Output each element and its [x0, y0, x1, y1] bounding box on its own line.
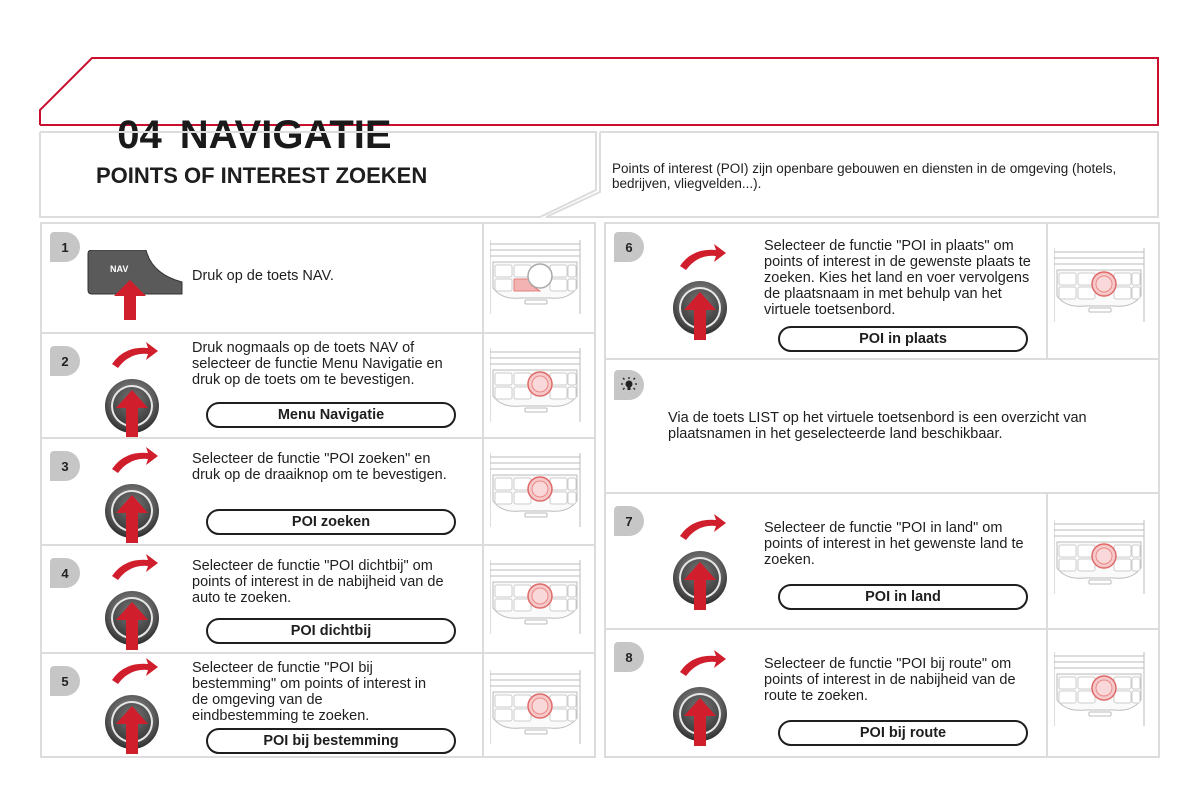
step-number-badge: 2	[50, 346, 80, 376]
step-row-7	[606, 492, 1158, 628]
step-number-badge: 6	[614, 232, 644, 262]
rotary-knob-press-icon	[102, 447, 162, 545]
chapter-number: 04	[117, 113, 162, 157]
function-poi-zoeken-button[interactable]: POI zoeken	[206, 509, 456, 535]
step-row-5	[42, 652, 594, 758]
console-knob-highlight-icon	[490, 560, 582, 636]
function-menu-navigatie-button[interactable]: Menu Navigatie	[206, 402, 456, 428]
console-knob-highlight-icon	[1054, 652, 1146, 728]
console-knob-highlight-icon	[1054, 520, 1146, 596]
step-row-2	[42, 332, 594, 437]
console-knob-highlight-icon	[1054, 248, 1146, 324]
console-knob-highlight-icon	[490, 670, 582, 746]
console-column	[1046, 494, 1048, 628]
step-row-8	[606, 628, 1158, 758]
rotary-knob-press-icon	[670, 650, 730, 748]
step-row-4	[42, 544, 594, 652]
function-poi-bij-bestemming-button[interactable]: POI bij bestemming	[206, 728, 456, 754]
function-poi-in-plaats-button[interactable]: POI in plaats	[778, 326, 1028, 352]
step-number-badge: 8	[614, 642, 644, 672]
lightbulb-icon	[614, 370, 644, 400]
tip-row	[606, 358, 1158, 492]
rotary-knob-press-icon	[670, 244, 730, 342]
section-header-frame	[0, 0, 1200, 230]
function-poi-bij-route-button[interactable]: POI bij route	[778, 720, 1028, 746]
step-number-badge: 3	[50, 451, 80, 481]
rotary-knob-press-icon	[102, 658, 162, 756]
step-text: Selecteer de functie "POI dichtbij" om points of interest in de nabijheid van de auto te zoeken.	[192, 558, 444, 606]
function-poi-in-land-button[interactable]: POI in land	[778, 584, 1028, 610]
chapter-name: NAVIGATIE	[179, 113, 392, 157]
rotary-knob-press-icon	[102, 342, 162, 440]
steps-panel-left	[40, 222, 596, 758]
step-number-badge: 5	[50, 666, 80, 696]
nav-button-press-icon	[86, 250, 186, 322]
console-column	[1046, 224, 1048, 358]
console-nav-highlight-icon	[490, 240, 582, 316]
step-row-6	[606, 224, 1158, 358]
step-text: Selecteer de functie "POI bij route" om points of interest in de nabijheid van de route te zoeken.	[764, 656, 1016, 704]
section-title: POINTS OF INTEREST ZOEKEN	[96, 163, 428, 188]
function-poi-dichtbij-button[interactable]: POI dichtbij	[206, 618, 456, 644]
step-number-badge: 1	[50, 232, 80, 262]
step-number-badge: 7	[614, 506, 644, 536]
step-text: Selecteer de functie "POI in land" om points of interest in het gewenste land te zoeken.	[764, 520, 1024, 568]
step-text: Druk op de toets NAV.	[192, 268, 334, 284]
console-column	[1046, 630, 1048, 758]
svg-text:NAV: NAV	[110, 264, 129, 274]
rotary-knob-press-icon	[670, 514, 730, 612]
step-text: Selecteer de functie "POI in plaats" om points of interest in de gewenste plaats te zoeken. Kies het land en voer vervolgens de plaatsnaam in met behulp van het virtuele toetsenbord.	[764, 238, 1031, 318]
rotary-knob-press-icon	[102, 554, 162, 652]
console-knob-highlight-icon	[490, 453, 582, 529]
step-text: Selecteer de functie "POI zoeken" en druk op de draaiknop om te bevestigen.	[192, 451, 447, 483]
intro-text: Points of interest (POI) zijn openbare gebouwen en diensten in de omgeving (hotels, bedrijven, vliegvelden...).	[612, 161, 1117, 191]
step-row-3	[42, 437, 594, 544]
step-row-1	[42, 224, 594, 332]
step-number-badge: 4	[50, 558, 80, 588]
console-knob-highlight-icon	[490, 348, 582, 424]
tip-text: Via de toets LIST op het virtuele toetsenbord is een overzicht van plaatsnamen in het geselecteerde land beschikbaar.	[668, 410, 1087, 442]
step-text: Selecteer de functie "POI bij bestemming" om points of interest in de omgeving van de eindbestemming te zoeken.	[192, 660, 427, 724]
step-text: Druk nogmaals op de toets NAV of selecteer de functie Menu Navigatie en druk op de toets om te bevestigen.	[192, 340, 443, 388]
steps-panel-right	[604, 222, 1160, 758]
